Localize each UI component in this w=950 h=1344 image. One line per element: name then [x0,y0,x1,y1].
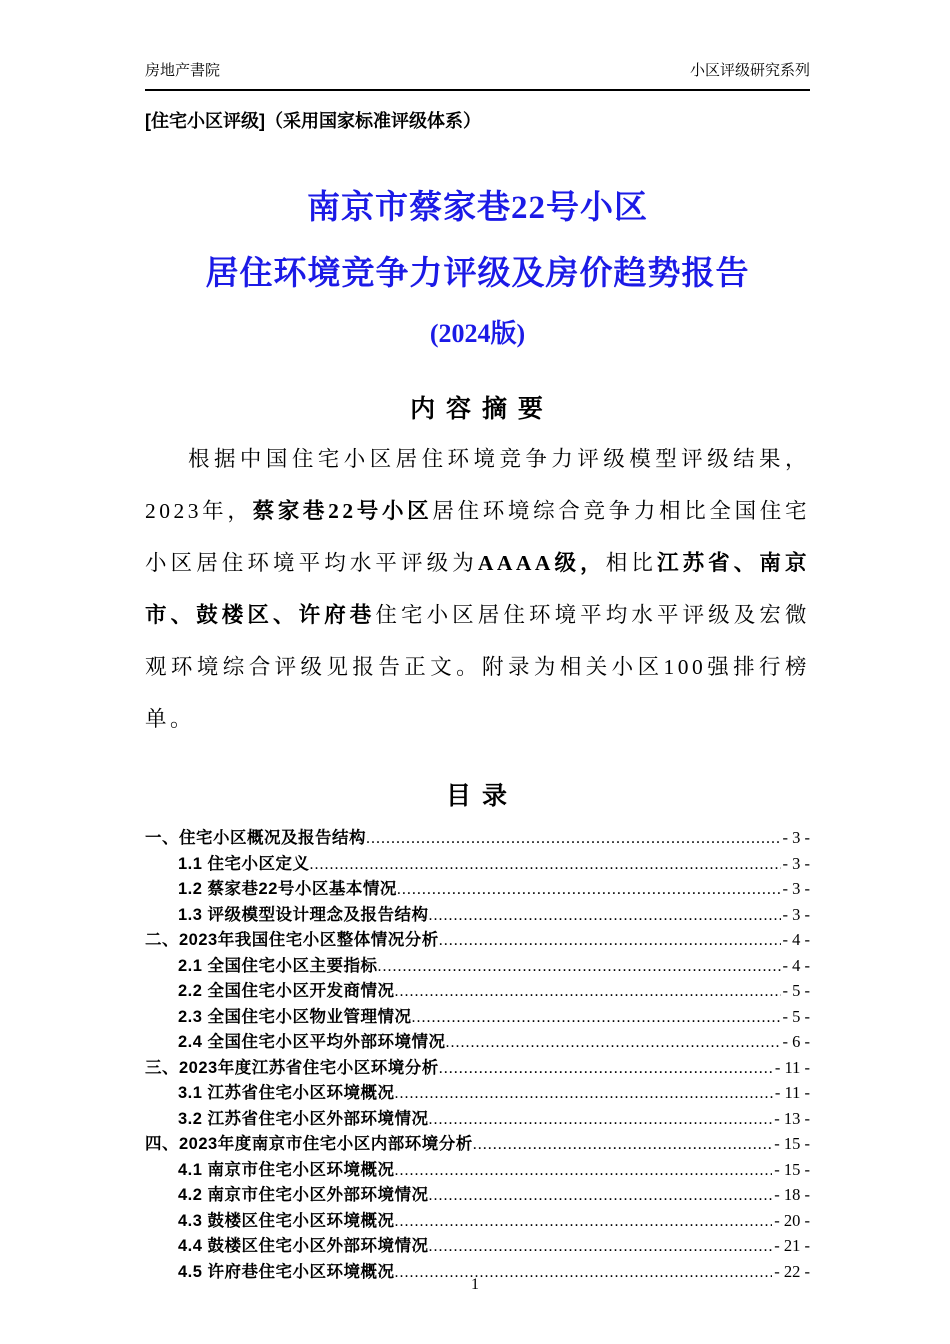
toc-item[interactable] [145,1183,810,1209]
toc-item-label: 三、2023年度江苏省住宅小区环境分析 [145,1058,439,1077]
toc-item-page: - 15 - [774,1159,810,1179]
toc-item-page: - 11 - [774,1057,810,1077]
toc-item-page: - 20 - [774,1210,810,1230]
toc-item-label: 1.2 蔡家巷22号小区基本情况 [178,880,397,898]
title-block [145,188,810,350]
toc-item[interactable] [145,1158,810,1184]
toc-heading: 目 录 [446,782,509,810]
toc-item-page: - 4 - [782,930,810,949]
toc-item-page: - 3 - [782,904,810,924]
summary-heading: 内 容 摘 要 [410,395,545,423]
toc-item-page: - 11 - [774,1083,810,1102]
toc-item[interactable] [145,1209,810,1235]
report-edition: (2024版) [429,319,526,348]
rating-series-line: [住宅小区评级]（采用国家标准评级体系） [145,111,481,131]
toc-item-page: - 3 - [782,853,810,873]
toc-leader-dots [429,904,781,929]
toc-item-label: 3.2 江苏省住宅小区外部环境情况 [178,1109,429,1128]
toc-item[interactable] [145,826,810,852]
toc-leader-dots [366,827,781,852]
header-left-text: 房地产書院 [145,62,221,79]
toc-item-label: 一、住宅小区概况及报告结构 [145,829,366,847]
toc-item[interactable] [145,1081,810,1107]
toc-leader-dots [473,1133,773,1158]
toc-item-label: 1.3 评级模型设计理念及报告结构 [178,905,429,924]
toc-leader-dots [395,980,781,1005]
toc-item-label: 2.3 全国住宅小区物业管理情况 [178,1007,412,1026]
toc-item-label: 4.5 许府巷住宅小区环境概况 [178,1262,395,1281]
toc-item-label: 二、2023年我国住宅小区整体情况分析 [145,931,439,949]
toc-item-page: - 4 - [782,955,810,975]
toc-item-label: 4.3 鼓楼区住宅小区环境概况 [178,1211,395,1230]
toc-item-label: 3.1 江苏省住宅小区环境概况 [178,1084,395,1102]
toc-leader-dots [310,853,781,878]
toc-item-label: 1.1 住宅小区定义 [178,854,310,873]
toc-leader-dots [439,1057,773,1082]
toc-item[interactable] [145,903,810,929]
toc-item-page: - 3 - [782,879,810,898]
report-title-line1: 南京市蔡家巷22号小区 [307,190,648,226]
toc-list [145,826,810,1285]
toc-item-page: - 22 - [774,1261,810,1281]
toc-item[interactable] [145,1005,810,1031]
toc-item[interactable] [145,1132,810,1158]
toc-leader-dots [412,1006,781,1031]
toc-leader-dots [395,1210,773,1235]
toc-leader-dots [446,1031,781,1056]
header-right-text: 小区评级研究系列 [689,62,810,79]
summary-paragraph [145,433,810,745]
toc-item-page: - 5 - [782,981,810,1000]
toc-item-label: 4.1 南京市住宅小区环境概况 [178,1160,395,1179]
toc-item[interactable] [145,1056,810,1082]
toc-item-page: - 18 - [774,1185,810,1204]
document-header [145,62,810,91]
toc-item[interactable] [145,877,810,903]
toc-leader-dots [429,1108,773,1133]
summary-segment: 住宅小区居住环境平均水平评级及宏微观环境综合评级见报告正文。附录为相关小区100强排行榜单。 [145,603,810,731]
page-number: 1 [471,1276,479,1293]
toc-item-page: - 21 - [774,1236,810,1255]
toc-leader-dots [397,878,781,903]
toc-leader-dots [429,1184,773,1209]
toc-leader-dots [439,929,781,954]
toc-leader-dots [395,1082,773,1107]
toc-item-label: 四、2023年度南京市住宅小区内部环境分析 [145,1135,473,1153]
toc-item-page: - 13 - [774,1108,810,1128]
toc-leader-dots [395,1159,773,1184]
summary-segment: 江苏省、南京市、鼓楼区、许府巷 [145,551,810,627]
toc-leader-dots [378,955,781,980]
toc-item-label: 2.1 全国住宅小区主要指标 [178,956,378,975]
summary-segment: 居住环境综合竞争力相比全国住宅小区居住环境平均水平评级为 [145,499,810,575]
toc-item[interactable] [145,1107,810,1133]
toc-item-page: - 15 - [774,1134,810,1153]
toc-item-page: - 5 - [782,1006,810,1026]
toc-item[interactable] [145,852,810,878]
summary-segment: 相比 [605,551,657,575]
summary-segment: AAAA级， [477,551,606,575]
report-title-line2: 居住环境竞争力评级及房价趋势报告 [205,256,750,292]
toc-item-label: 4.2 南京市住宅小区外部环境情况 [178,1186,429,1204]
toc-leader-dots [429,1235,773,1260]
summary-segment: 根据中国住宅小区居住环境竞争力评级模型评级结果，2023年， [145,447,810,523]
toc-item-page: - 3 - [782,828,810,847]
toc-item-page: - 6 - [782,1032,810,1051]
toc-item[interactable] [145,954,810,980]
toc-item[interactable] [145,1234,810,1260]
toc-item[interactable] [145,1030,810,1056]
summary-segment: 蔡家巷22号小区 [252,499,433,523]
toc-item-label: 4.4 鼓楼区住宅小区外部环境情况 [178,1237,429,1255]
toc-item-label: 2.2 全国住宅小区开发商情况 [178,982,395,1000]
toc-item-label: 2.4 全国住宅小区平均外部环境情况 [178,1033,446,1051]
toc-item[interactable] [145,928,810,954]
toc-item[interactable] [145,979,810,1005]
